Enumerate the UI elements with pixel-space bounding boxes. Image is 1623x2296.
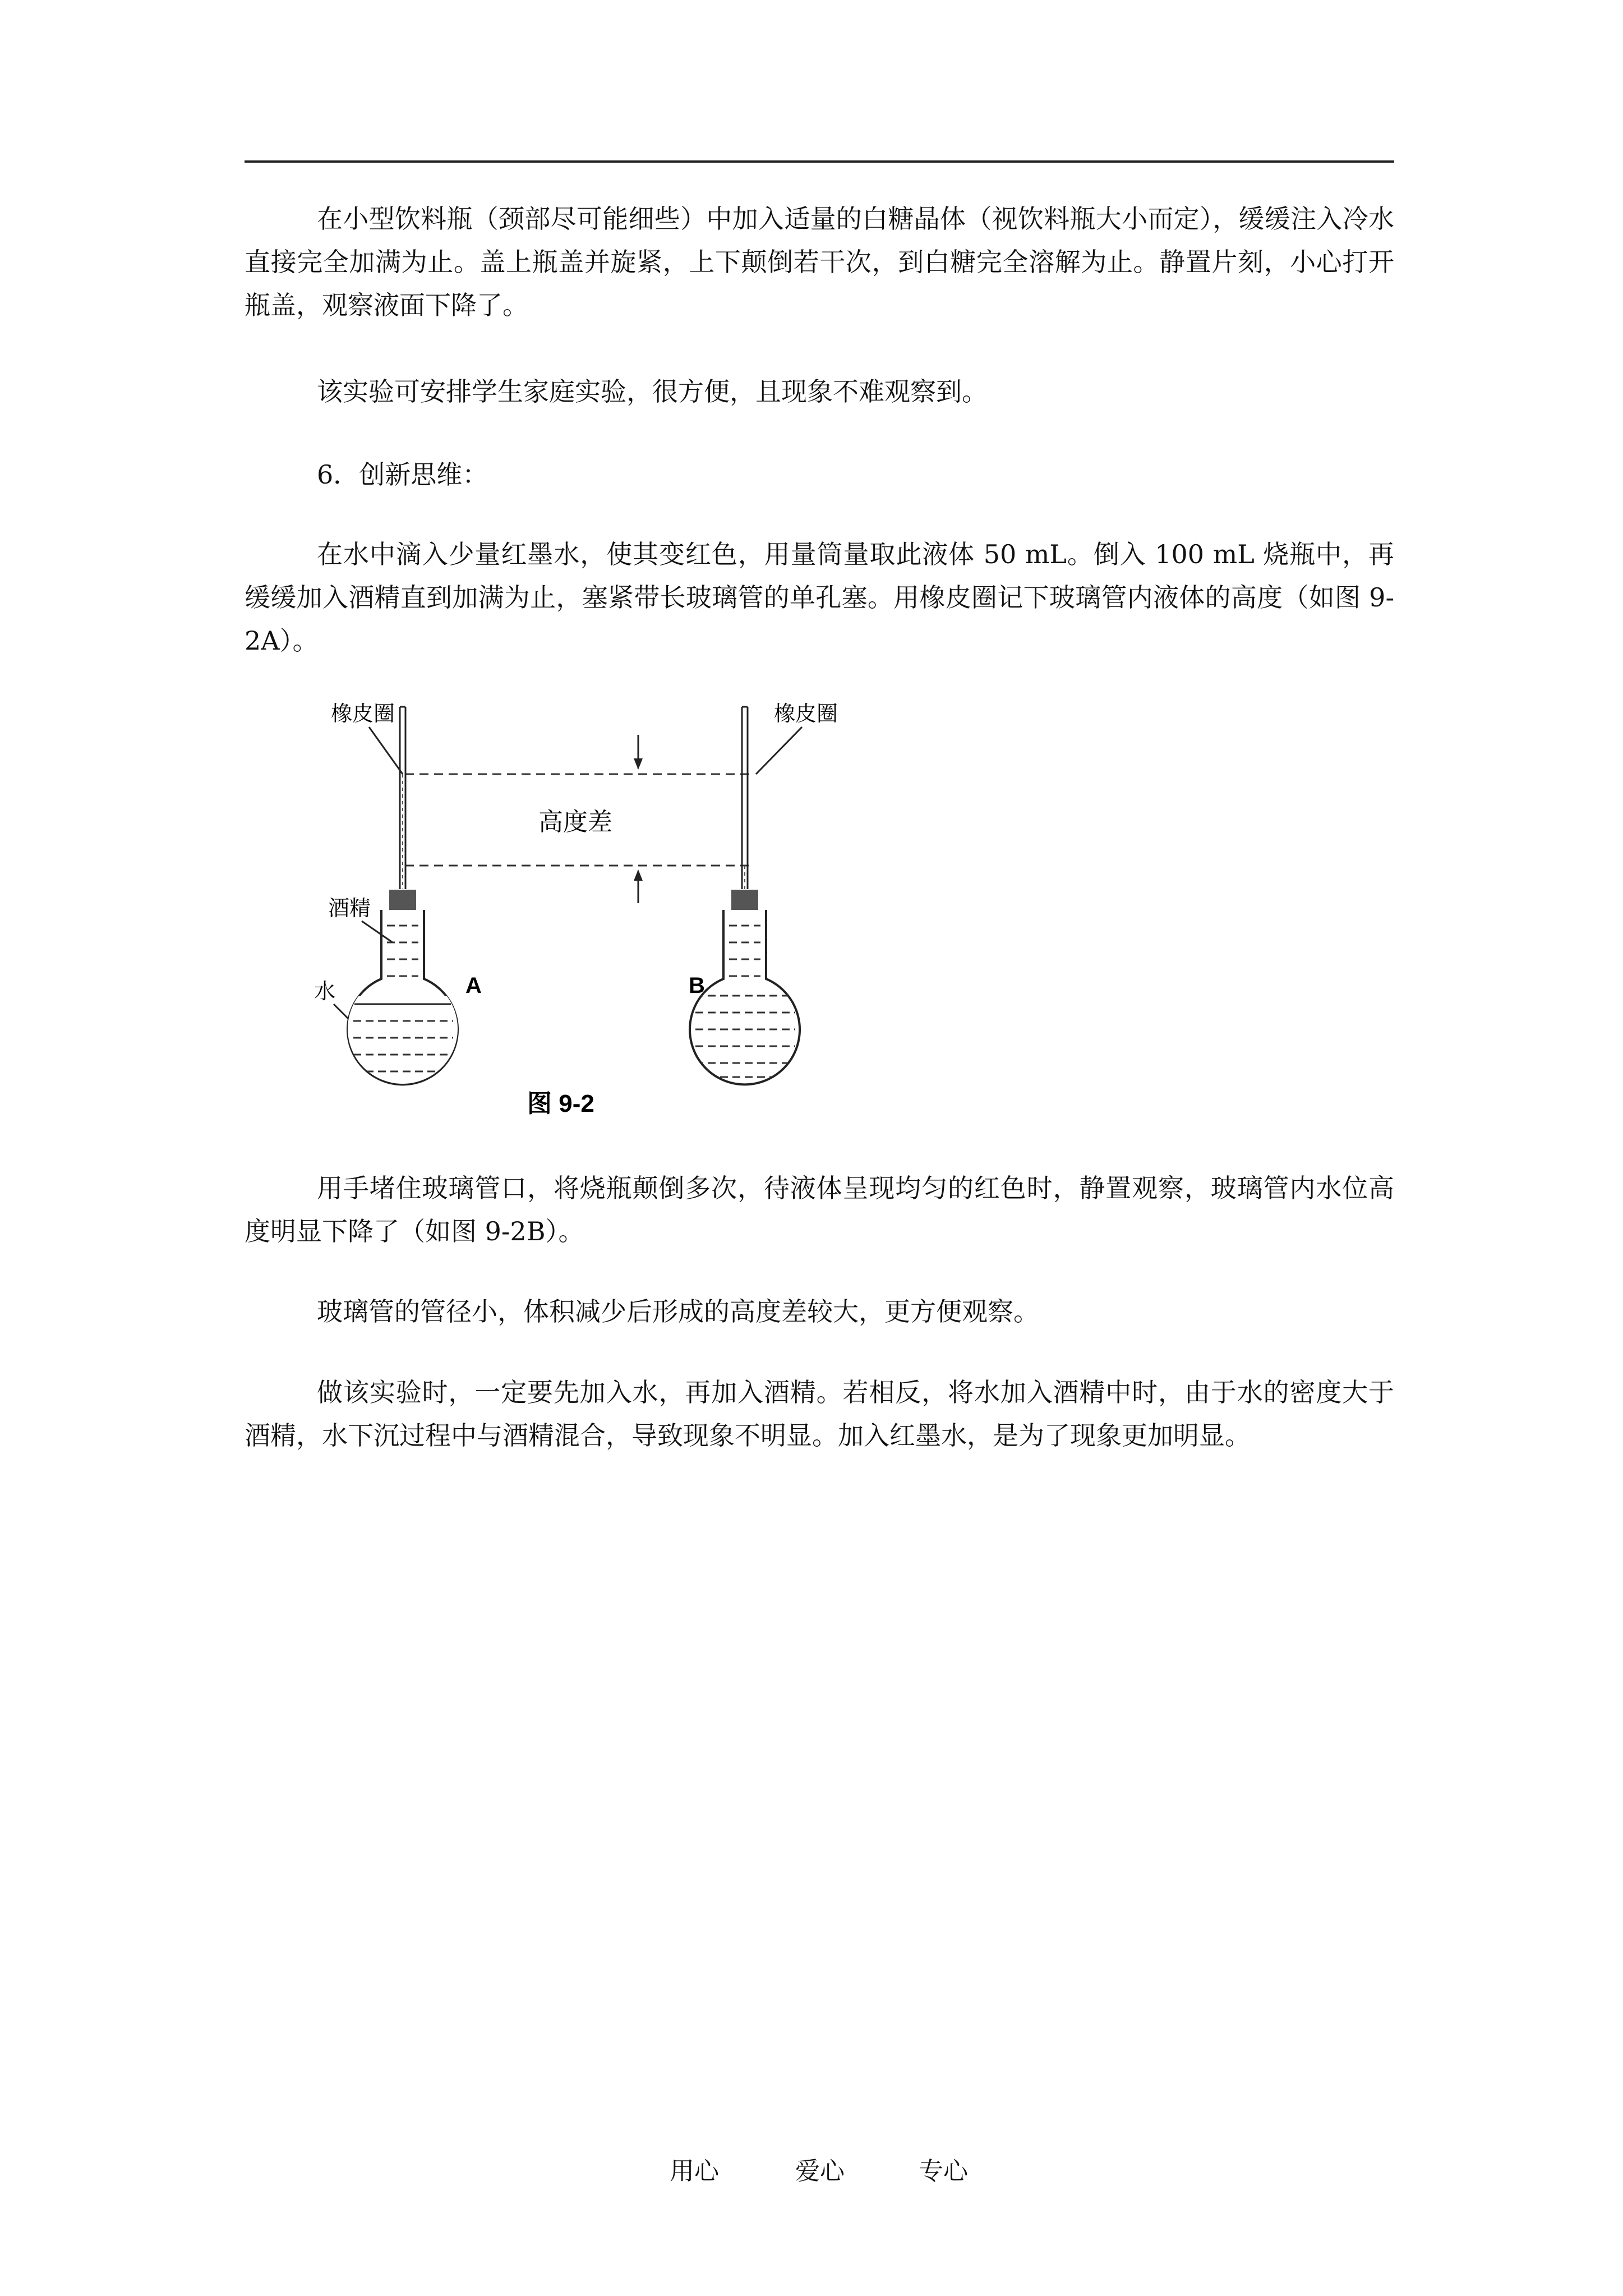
footer-item-1: 用心 (670, 2157, 719, 2185)
label-water: 水 (314, 980, 336, 1004)
paragraph-3: 6．创新思维： (317, 459, 488, 490)
paragraph-4: 在水中滴入少量红墨水，使其变红色，用量筒量取此液体 50 mL。倒入 100 mL 烧瓶中，再缓缓加入酒精直到加满为止，塞紧带长玻璃管的单孔塞。用橡皮圈记下玻璃管内液体的高度（如图 9-2A）。 (245, 539, 1394, 656)
leader-line-alcohol (362, 921, 393, 942)
label-rubber-ring-left: 橡皮圈 (331, 702, 395, 726)
label-alcohol: 酒精 (328, 897, 371, 921)
label-b: B (689, 973, 705, 998)
label-height-difference: 高度差 (538, 808, 612, 836)
label-a: A (465, 973, 482, 998)
figure-9-2 (303, 690, 920, 1128)
figure-caption: 图 9-2 (527, 1090, 594, 1117)
label-rubber-ring-right: 橡皮圈 (774, 702, 838, 726)
arrow-up-icon (634, 869, 643, 903)
footer-item-3: 专心 (919, 2157, 968, 2185)
footer-item-2: 爱心 (795, 2157, 845, 2185)
paragraph-2: 该实验可安排学生家庭实验，很方便，且现象不难观察到。 (317, 376, 988, 407)
header-rule (245, 160, 1394, 163)
flask-b (690, 707, 800, 1084)
paragraph-7: 做该实验时，一定要先加入水，再加入酒精。若相反，将水加入酒精中时，由于水的密度大于酒精，水下沉过程中与酒精混合，导致现象不明显。加入红墨水，是为了现象更加明显。 (245, 1377, 1394, 1451)
paragraph-6: 玻璃管的管径小，体积减少后形成的高度差较大，更方便观察。 (317, 1296, 1039, 1327)
leader-line-ring-right (756, 727, 802, 774)
paragraph-1: 在小型饮料瓶（颈部尽可能细些）中加入适量的白糖晶体（视饮料瓶大小而定），缓缓注入冷水直接完全加满为止。盖上瓶盖并旋紧，上下颠倒若干次，到白糖完全溶解为止。静置片刻，小心打开瓶盖，观察液面下降了。 (245, 204, 1394, 320)
leader-line-ring-left (369, 727, 403, 774)
paragraph-5: 用手堵住玻璃管口，将烧瓶颠倒多次，待液体呈现均匀的红色时，静置观察，玻璃管内水位高度明显下降了（如图 9-2B）。 (245, 1173, 1394, 1246)
arrow-down-icon (634, 735, 643, 770)
